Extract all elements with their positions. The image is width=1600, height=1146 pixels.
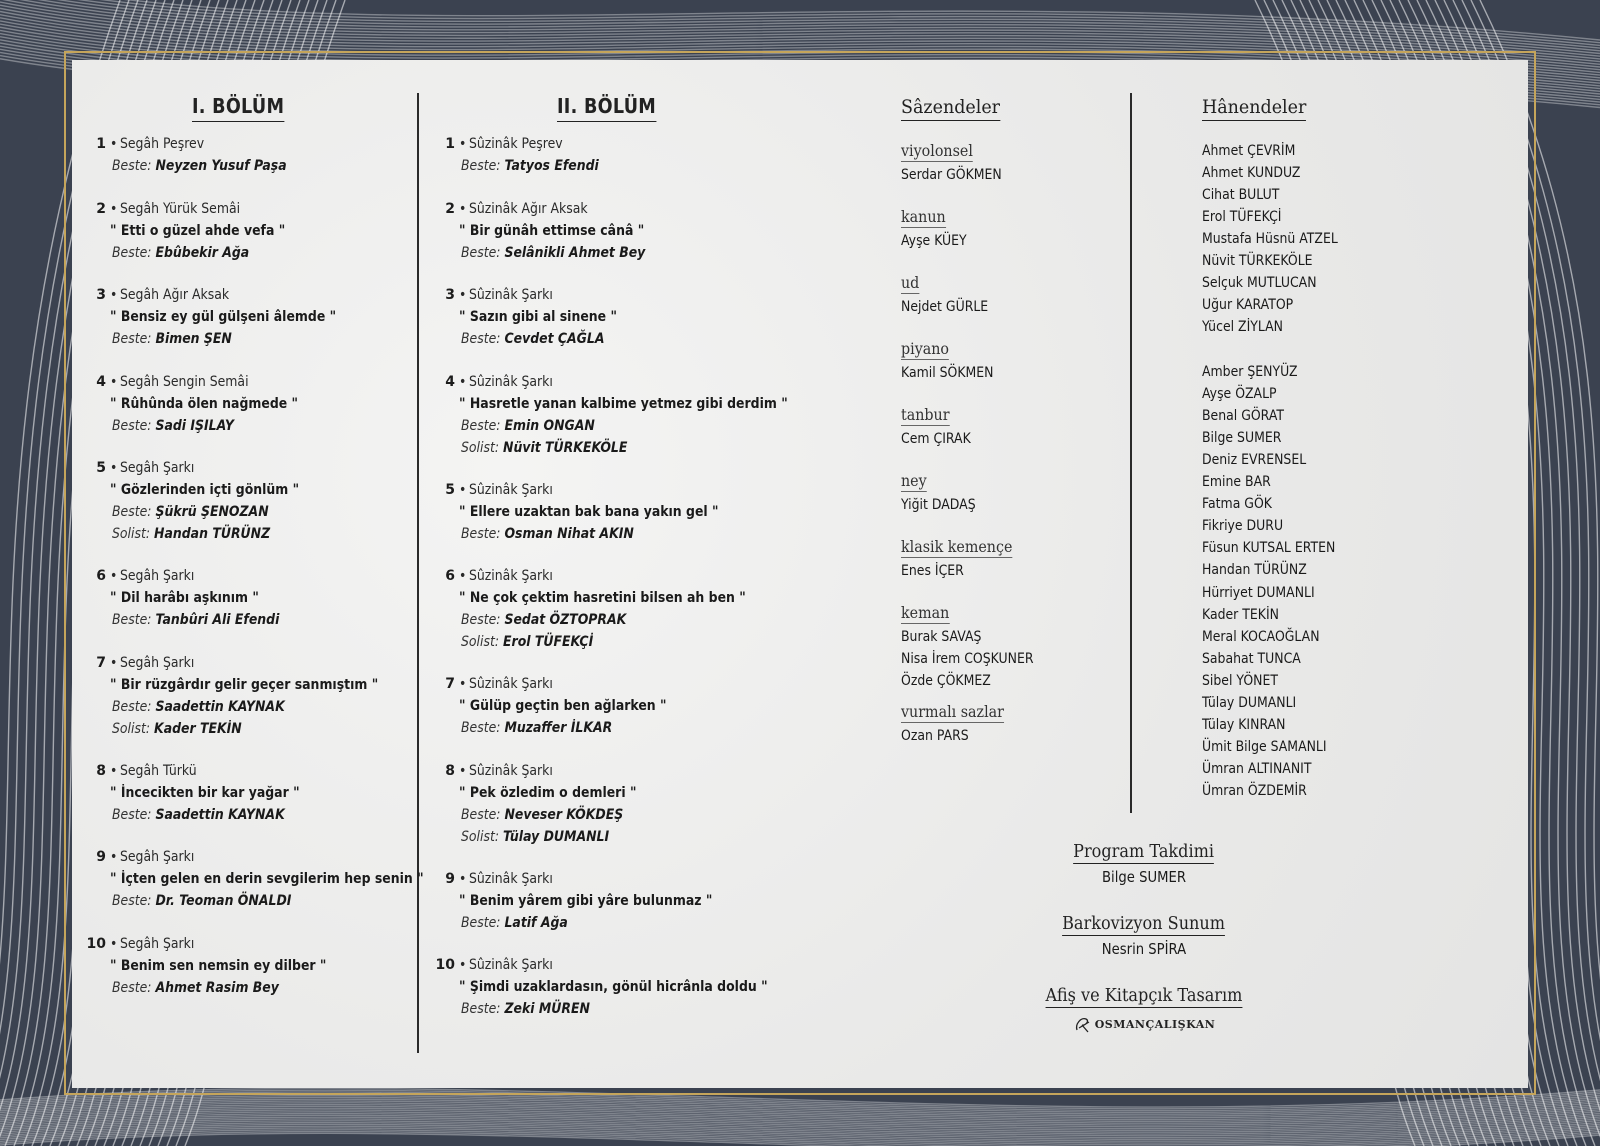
item-lyric: " Rûhûnda ölen nağmede " xyxy=(110,396,299,412)
credit-label: Beste: xyxy=(112,245,152,261)
item-composer xyxy=(112,612,279,629)
musician-name: Kamil SÖKMEN xyxy=(901,365,994,381)
item-composer xyxy=(112,331,232,348)
item-lyric: " Ellere uzaktan bak bana yakın gel " xyxy=(459,504,719,520)
singer-name: Ümran ÖZDEMİR xyxy=(1202,782,1307,799)
item-composer xyxy=(461,418,595,435)
credit-value: Bimen ŞEN xyxy=(155,331,232,347)
singer-name: Hürriyet DUMANLI xyxy=(1202,584,1315,601)
credit-label: Beste: xyxy=(461,158,501,174)
item-lyric: " Benim yârem gibi yâre bulunmaz " xyxy=(459,893,713,909)
credit-value: Nüvit TÜRKEKÖLE xyxy=(503,440,628,456)
item-lyric: " Gülüp geçtin ben ağlarken " xyxy=(459,698,667,714)
credit-label: Beste: xyxy=(461,418,501,434)
singer-name: Meral KOCAOĞLAN xyxy=(1202,628,1320,645)
column-divider xyxy=(417,93,419,1053)
credit-value: Tanbûri Ali Efendi xyxy=(155,612,280,628)
credit-value: Dr. Teoman ÖNALDI xyxy=(155,893,292,909)
credit-label: Beste: xyxy=(112,893,152,909)
credit-label: Beste: xyxy=(461,331,501,347)
musician-name: Özde ÇÖKMEZ xyxy=(901,673,991,689)
item-lyric: " Benim sen nemsin ey dilber " xyxy=(110,958,327,974)
item-lyric: " Bir günâh ettimse cânâ " xyxy=(459,223,645,239)
credit-label: Beste: xyxy=(461,915,501,931)
presenter-credit xyxy=(1034,842,1254,886)
musician-name: Ozan PARS xyxy=(901,728,969,744)
item-composer xyxy=(112,504,269,521)
item-number: 2 xyxy=(96,201,106,217)
item-composer xyxy=(461,720,612,737)
item-composer xyxy=(112,699,285,716)
item-composer xyxy=(461,807,623,824)
item-lyric: " Bir rüzgârdır gelir geçer sanmıştım " xyxy=(110,677,379,693)
item-lyric: " İncecikten bir kar yağar " xyxy=(110,785,300,801)
singer-name: Uğur KARATOP xyxy=(1202,297,1294,313)
item-lyric: " İçten gelen en derin sevgilerim hep senin " xyxy=(110,871,424,887)
credit-label: Beste: xyxy=(112,331,152,347)
credit-label: Beste: xyxy=(112,504,152,520)
item-title: • Sûzinâk Şarkı xyxy=(459,676,553,693)
credit-value: Zeki MÜREN xyxy=(504,1001,590,1017)
instrument-label: tanbur xyxy=(901,406,950,424)
credit-value: Latif Ağa xyxy=(504,915,568,931)
presenter-name: Bilge SUMER xyxy=(1101,868,1187,886)
item-composer xyxy=(461,245,645,262)
credit-value: Emin ONGAN xyxy=(504,418,595,434)
singer-name: Erol TÜFEKÇİ xyxy=(1202,209,1282,225)
musician-name: Cem ÇIRAK xyxy=(901,431,971,447)
projection-name: Nesrin SPİRA xyxy=(1101,940,1187,958)
item-title: • Sûzinâk Şarkı xyxy=(459,568,553,585)
instrument-label: kanun xyxy=(901,208,946,226)
instrument-label: viyolonsel xyxy=(901,142,973,160)
singer-name: Selçuk MUTLUCAN xyxy=(1202,275,1317,291)
item-soloist xyxy=(112,721,242,738)
singer-name: Sibel YÖNET xyxy=(1202,672,1278,689)
item-soloist xyxy=(461,440,627,457)
item-title: • Segâh Şarkı xyxy=(110,849,194,866)
item-composer xyxy=(461,158,599,175)
singer-name: Deniz EVRENSEL xyxy=(1202,452,1307,469)
singer-name: Füsun KUTSAL ERTEN xyxy=(1202,540,1336,557)
item-title: • Segâh Sengin Semâi xyxy=(110,374,249,391)
credit-label: Solist: xyxy=(461,829,500,845)
singer-name: Handan TÜRÜNZ xyxy=(1202,562,1307,579)
instrument-label: ney xyxy=(901,472,927,490)
singer-name: Bilge SUMER xyxy=(1202,430,1282,447)
singer-name: Ayşe ÖZALP xyxy=(1202,386,1277,403)
item-composer xyxy=(112,893,291,910)
item-title: • Sûzinâk Şarkı xyxy=(459,482,553,499)
item-title: • Sûzinâk Şarkı xyxy=(459,287,553,304)
singer-name: Fikriye DURU xyxy=(1202,518,1284,535)
item-title: • Segâh Türkü xyxy=(110,763,197,780)
item-number: 1 xyxy=(445,136,455,152)
item-soloist xyxy=(461,634,593,651)
credit-value: Ahmet Rasim Bey xyxy=(155,980,279,996)
credit-label: Beste: xyxy=(461,526,501,542)
item-composer xyxy=(112,807,285,824)
item-number: 5 xyxy=(445,482,455,498)
program-sheet xyxy=(72,60,1528,1088)
singer-name: Amber ŞENYÜZ xyxy=(1202,364,1298,380)
item-composer xyxy=(112,418,234,435)
item-lyric: " Hasretle yanan kalbime yetmez gibi derdim " xyxy=(459,396,788,412)
singer-name: Fatma GÖK xyxy=(1202,496,1272,513)
item-number: 4 xyxy=(445,374,455,390)
musician-name: Serdar GÖKMEN xyxy=(901,167,1002,183)
credit-label: Beste: xyxy=(112,980,152,996)
credit-value: Osman Nihat AKIN xyxy=(504,526,634,542)
design-label: Afiş ve Kitapçık Tasarım xyxy=(1045,986,1243,1006)
musician-name: Nejdet GÜRLE xyxy=(901,299,989,315)
credit-value: Neyzen Yusuf Paşa xyxy=(155,158,287,174)
item-number: 3 xyxy=(96,287,106,303)
part-1-title: I. BÖLÜM xyxy=(192,94,284,122)
credit-label: Beste: xyxy=(461,612,501,628)
singer-name: Kader TEKİN xyxy=(1202,606,1279,623)
projection-credit xyxy=(1034,914,1254,958)
credit-value: Sedat ÖZTOPRAK xyxy=(504,612,627,628)
item-lyric: " Bensiz ey gül gülşeni âlemde " xyxy=(110,309,337,325)
singer-name: Ümran ALTINANIT xyxy=(1202,760,1312,777)
item-title: • Sûzinâk Şarkı xyxy=(459,763,553,780)
credit-label: Beste: xyxy=(461,245,501,261)
instrument-label: klasik kemençe xyxy=(901,538,1013,556)
item-lyric: " Dil harâbı aşkınım " xyxy=(110,590,259,606)
item-composer xyxy=(112,980,279,997)
item-composer xyxy=(461,915,568,932)
singer-name: Ahmet ÇEVRİM xyxy=(1202,143,1296,159)
item-lyric: " Şimdi uzaklardasın, gönül hicrânla doldu " xyxy=(459,979,768,995)
sazendeler-title: Sâzendeler xyxy=(901,96,1000,121)
item-title: • Segâh Şarkı xyxy=(110,936,194,953)
singer-name: Tülay DUMANLI xyxy=(1202,694,1297,711)
credit-value: Kader TEKİN xyxy=(154,721,242,737)
item-lyric: " Gözlerinden içti gönlüm " xyxy=(110,482,300,498)
designer-logo xyxy=(1034,1014,1254,1034)
item-title: • Sûzinâk Ağır Aksak xyxy=(459,201,588,218)
part-2-title: II. BÖLÜM xyxy=(557,94,656,122)
item-number: 2 xyxy=(445,201,455,217)
credit-label: Beste: xyxy=(112,158,152,174)
singer-name: Mustafa Hüsnü ATZEL xyxy=(1202,231,1338,247)
item-composer xyxy=(461,331,605,348)
credit-value: Ebûbekir Ağa xyxy=(155,245,250,261)
credit-value: Selânikli Ahmet Bey xyxy=(504,245,646,261)
singer-name: Emine BAR xyxy=(1202,474,1271,491)
credit-label: Beste: xyxy=(461,1001,501,1017)
credit-label: Solist: xyxy=(461,634,500,650)
item-composer xyxy=(461,612,626,629)
credit-value: Neveser KÖKDEŞ xyxy=(504,807,624,823)
presenter-label: Program Takdimi xyxy=(1073,842,1215,862)
item-title: • Segâh Yürük Semâi xyxy=(110,201,240,218)
instrument-label: keman xyxy=(901,604,950,622)
instrument-label: ud xyxy=(901,274,920,292)
singer-name: Tülay KINRAN xyxy=(1202,716,1286,733)
item-composer xyxy=(461,526,634,543)
item-title: • Segâh Şarkı xyxy=(110,568,194,585)
credit-value: Şükrü ŞENOZAN xyxy=(155,504,269,520)
singer-name: Yücel ZİYLAN xyxy=(1202,319,1283,335)
item-lyric: " Etti o güzel ahde vefa " xyxy=(110,223,286,239)
credit-label: Beste: xyxy=(461,720,501,736)
credit-label: Beste: xyxy=(112,612,152,628)
item-title: • Segâh Şarkı xyxy=(110,655,194,672)
credit-value: Saadettin KAYNAK xyxy=(155,807,285,823)
item-lyric: " Ne çok çektim hasretini bilsen ah ben " xyxy=(459,590,746,606)
credit-value: Tatyos Efendi xyxy=(504,158,599,174)
designer-logo-text: OSMANÇALIŞKAN xyxy=(1094,1017,1216,1031)
item-title: • Sûzinâk Şarkı xyxy=(459,374,553,391)
credit-value: Erol TÜFEKÇİ xyxy=(503,634,594,650)
singer-name: Ümit Bilge SAMANLI xyxy=(1202,738,1327,755)
design-credit xyxy=(1034,986,1254,1034)
credit-label: Beste: xyxy=(461,807,501,823)
hanendeler-title: Hânendeler xyxy=(1202,96,1306,121)
item-number: 9 xyxy=(445,871,455,887)
item-number: 6 xyxy=(445,568,455,584)
credit-value: Saadettin KAYNAK xyxy=(155,699,285,715)
credit-label: Beste: xyxy=(112,699,152,715)
item-number: 7 xyxy=(445,676,455,692)
credit-value: Cevdet ÇAĞLA xyxy=(504,331,605,347)
credit-label: Solist: xyxy=(461,440,500,456)
item-title: • Sûzinâk Şarkı xyxy=(459,871,553,888)
item-number: 6 xyxy=(96,568,106,584)
singer-name: Benal GÖRAT xyxy=(1202,408,1285,425)
musician-name: Enes İÇER xyxy=(901,563,964,579)
item-lyric: " Sazın gibi al sinene " xyxy=(459,309,617,325)
singer-name: Cihat BULUT xyxy=(1202,187,1280,203)
item-soloist xyxy=(112,526,270,543)
credit-label: Beste: xyxy=(112,418,152,434)
credit-label: Beste: xyxy=(112,807,152,823)
singer-name: Ahmet KUNDUZ xyxy=(1202,165,1301,181)
item-lyric: " Pek özledim o demleri " xyxy=(459,785,637,801)
musician-name: Burak SAVAŞ xyxy=(901,629,982,645)
projection-label: Barkovizyon Sunum xyxy=(1062,914,1226,934)
item-number: 10 xyxy=(435,957,455,973)
item-soloist xyxy=(461,829,609,846)
instrument-label: vurmalı sazlar xyxy=(901,703,1004,721)
credit-value: Muzaffer İLKAR xyxy=(504,720,613,736)
item-number: 8 xyxy=(96,763,106,779)
item-number: 3 xyxy=(445,287,455,303)
credit-value: Handan TÜRÜNZ xyxy=(154,526,271,542)
item-title: • Sûzinâk Şarkı xyxy=(459,957,553,974)
item-number: 5 xyxy=(96,460,106,476)
item-title: • Segâh Şarkı xyxy=(110,460,194,477)
musician-name: Yiğit DADAŞ xyxy=(901,497,976,513)
column-divider xyxy=(1130,93,1132,813)
item-title: • Segâh Peşrev xyxy=(110,136,204,153)
musician-name: Nisa İrem COŞKUNER xyxy=(901,651,1034,667)
item-title: • Sûzinâk Peşrev xyxy=(459,136,563,153)
item-number: 4 xyxy=(96,374,106,390)
item-number: 7 xyxy=(96,655,106,671)
item-number: 9 xyxy=(96,849,106,865)
musician-name: Ayşe KÜEY xyxy=(901,233,967,249)
item-composer xyxy=(461,1001,590,1018)
credit-value: Sadi IŞILAY xyxy=(155,418,234,434)
credit-label: Solist: xyxy=(112,526,151,542)
item-number: 10 xyxy=(86,936,106,952)
credit-value: Tülay DUMANLI xyxy=(503,829,610,845)
item-title: • Segâh Ağır Aksak xyxy=(110,287,229,304)
instrument-label: piyano xyxy=(901,340,950,358)
singer-name: Sabahat TUNCA xyxy=(1202,650,1301,667)
singer-name: Nüvit TÜRKEKÖLE xyxy=(1202,253,1313,269)
signature-icon xyxy=(1073,1014,1093,1034)
item-number: 8 xyxy=(445,763,455,779)
item-composer xyxy=(112,158,287,175)
credit-label: Solist: xyxy=(112,721,151,737)
item-number: 1 xyxy=(96,136,106,152)
item-composer xyxy=(112,245,249,262)
